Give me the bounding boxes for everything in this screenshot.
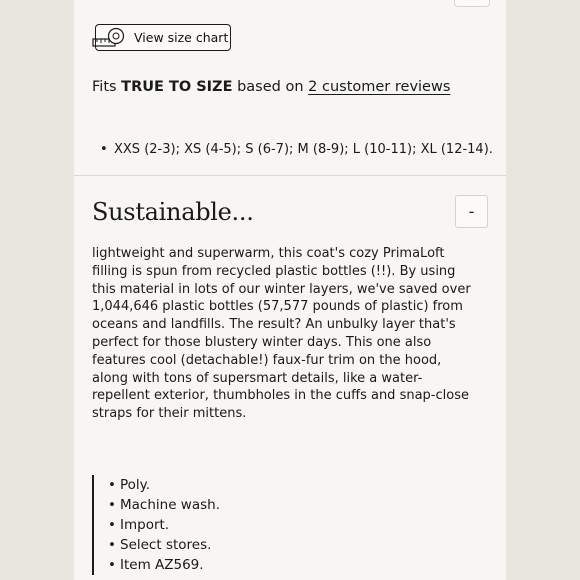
fit-middle: based on [232, 79, 309, 95]
fit-emphasis: TRUE TO SIZE [121, 79, 233, 95]
size-list-item: • XXS (2-3); XS (4-5); S (6-7); M (8-9); L (10-11); XL (12-14). [100, 142, 493, 157]
tape-measure-icon [92, 27, 126, 49]
view-size-chart-label: View size chart [134, 30, 229, 45]
fit-summary [92, 79, 450, 95]
section-title: Sustainable... [92, 198, 254, 226]
product-details-list [92, 475, 220, 575]
size-list [100, 142, 493, 157]
detail-item: • Select stores. [108, 535, 220, 555]
product-description: lightweight and superwarm, this coat's cozy PrimaLoft filling is spun from recycled plastic bottles (!!). By using this material in lots of our winter layers, we've saved over 1,044,646 plastic bottles (57,577 pounds of plastic) from oceans and landfills. The result? An unbulky layer that's perfect for those blustery winter days. This one also features cool (detachable!) faux-fur trim on the hood, along with tons of supersmart details, like a water-repellent exterior, thumbholes in the cuffs and snap-close straps for their mittens. [92, 246, 471, 422]
detail-item: • Import. [108, 515, 220, 535]
customer-reviews-link[interactable]: 2 customer reviews [308, 79, 451, 95]
detail-item: • Poly. [108, 475, 220, 495]
collapse-button-top[interactable] [454, 0, 490, 7]
fit-prefix: Fits [92, 79, 122, 95]
detail-item: • Machine wash. [108, 495, 220, 515]
view-size-chart-button[interactable] [95, 24, 231, 51]
detail-item: • Item AZ569. [108, 555, 220, 575]
collapse-section-button[interactable]: - [455, 195, 488, 228]
section-divider [74, 175, 506, 176]
